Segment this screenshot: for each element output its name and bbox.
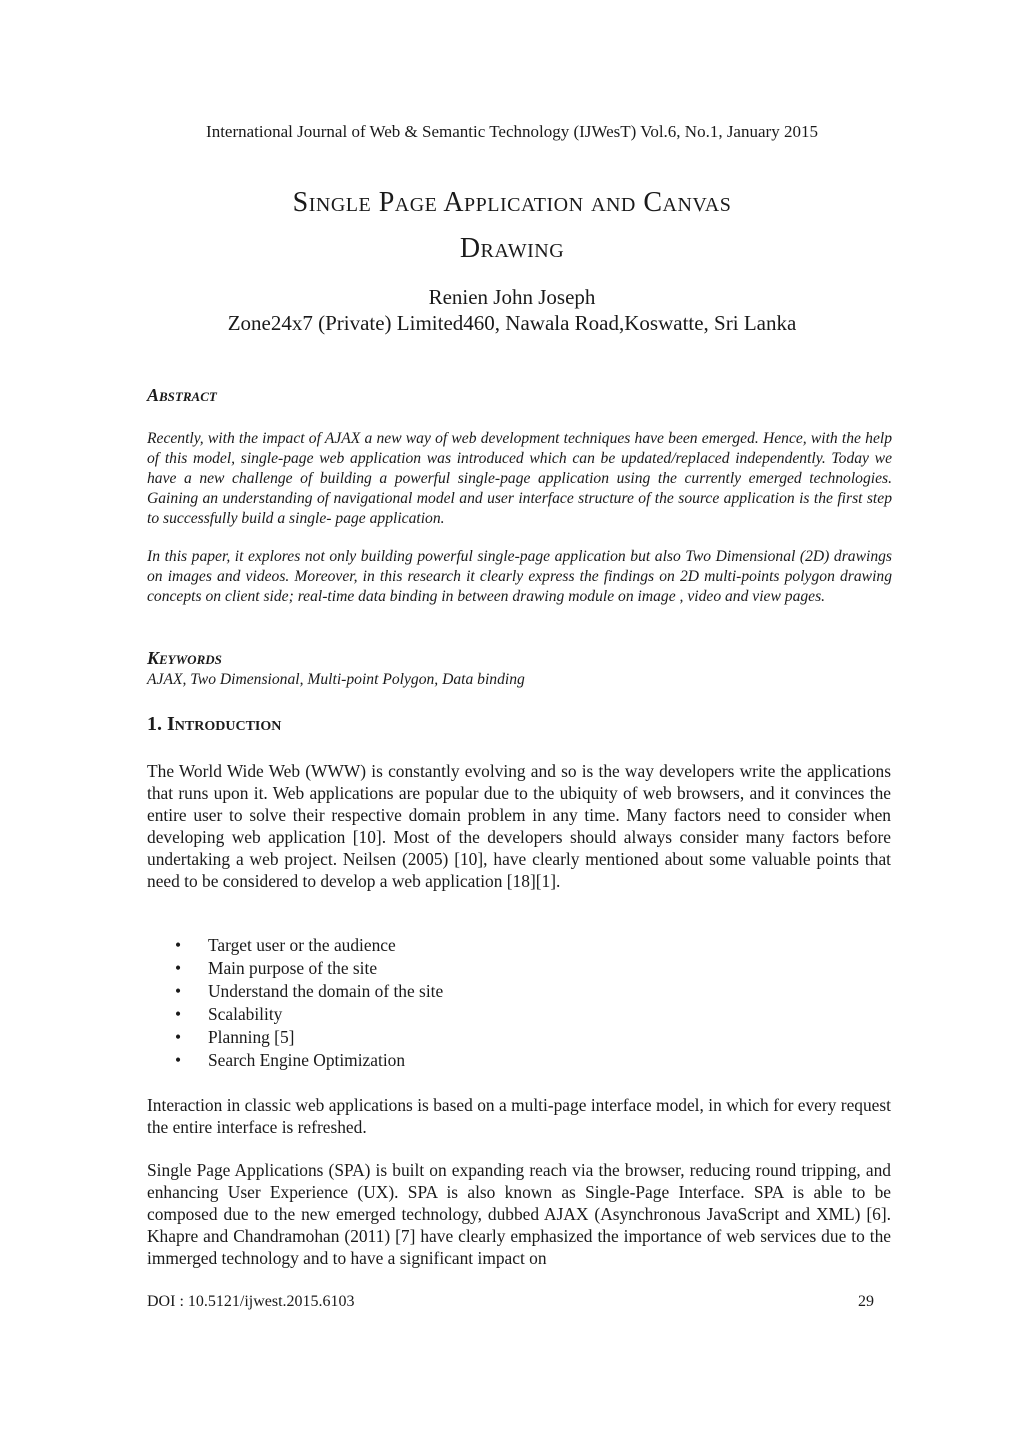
abstract-heading: Abstract	[147, 385, 217, 405]
bullet-icon: •	[175, 981, 182, 1001]
introduction-paragraph-3: Single Page Applications (SPA) is built on expanding reach via the browser, reducing round tripping, and enhancing User Experience (UX). SPA is also known as Single-Page Interface. SPA is able to be composed due to the new emerged technology, dubbed AJAX (Asynchronous JavaScript and XML) [6]. Khapre and Chandramohan (2011) [7] have clearly emphasized the importance of web services due to the immerged technology and to have a significant impact on	[147, 1160, 891, 1268]
author-block	[0, 284, 1024, 336]
paper-title-line-1: Single Page Application and Canvas	[292, 187, 732, 218]
abstract-paragraph-2: In this paper, it explores not only building powerful single-page application but also Two Dimensional (2D) drawings on images and videos. Moreover, in this research it clearly express the findings on 2D multi-points polygon drawing concepts on client side; real-time data binding in between drawing module on image , video and view pages.	[147, 548, 892, 605]
author-affiliation: Zone24x7 (Private) Limited460, Nawala Road,Koswatte, Sri Lanka	[227, 311, 797, 335]
factors-list	[147, 934, 443, 1072]
list-item-text: Main purpose of the site	[208, 958, 378, 978]
list-item	[147, 1026, 443, 1049]
footer-doi: DOI : 10.5121/ijwest.2015.6103	[147, 1293, 355, 1310]
running-header: International Journal of Web & Semantic Technology (IJWesT) Vol.6, No.1, January 2015	[206, 122, 818, 141]
paper-title-line-2: Drawing	[459, 233, 565, 264]
bullet-icon: •	[175, 958, 182, 978]
list-item-text: Scalability	[208, 1004, 283, 1024]
list-item-text: Search Engine Optimization	[208, 1050, 406, 1070]
introduction-paragraph-2: Interaction in classic web applications is based on a multi-page interface model, in which for every request the entire interface is refreshed.	[147, 1095, 891, 1137]
list-item	[147, 980, 443, 1003]
list-item	[147, 934, 443, 957]
abstract-paragraph-1: Recently, with the impact of AJAX a new way of web development techniques have been emerged. Hence, with the help of this model, single-page web application was introduced which can be updated/replaced independently. Today we have a new challenge of building a powerful single-page application using the currently emerged technologies. Gaining an understanding of navigational model and user interface structure of the source application is the first step to successfully build a single- page application.	[147, 430, 892, 527]
bullet-icon: •	[175, 1004, 182, 1024]
page-number: 29	[858, 1293, 874, 1310]
keywords-heading: Keywords	[147, 648, 222, 668]
bullet-icon: •	[175, 1050, 182, 1070]
keywords-text: AJAX, Two Dimensional, Multi-point Polygon, Data binding	[147, 671, 525, 688]
paper-title	[0, 180, 1024, 272]
author-name: Renien John Joseph	[428, 285, 596, 309]
list-item-text: Target user or the audience	[208, 935, 396, 955]
list-item	[147, 1049, 443, 1072]
list-item	[147, 1003, 443, 1026]
list-item-text: Planning [5]	[208, 1027, 295, 1047]
introduction-heading: 1. Introduction	[147, 713, 282, 735]
list-item-text: Understand the domain of the site	[208, 981, 444, 1001]
introduction-paragraph-1: The World Wide Web (WWW) is constantly evolving and so is the way developers write the applications that runs upon it. Web applications are popular due to the ubiquity of web browsers, and it convinces the entire user to solve their respective domain problem in any time. Many factors need to consider when developing web application [10]. Most of the developers should always consider many factors before undertaking a web project. Neilsen (2005) [10], have clearly mentioned about some valuable points that need to be considered to develop a web application [18][1].	[147, 761, 891, 891]
bullet-icon: •	[175, 1027, 182, 1047]
bullet-icon: •	[175, 935, 182, 955]
list-item	[147, 957, 443, 980]
